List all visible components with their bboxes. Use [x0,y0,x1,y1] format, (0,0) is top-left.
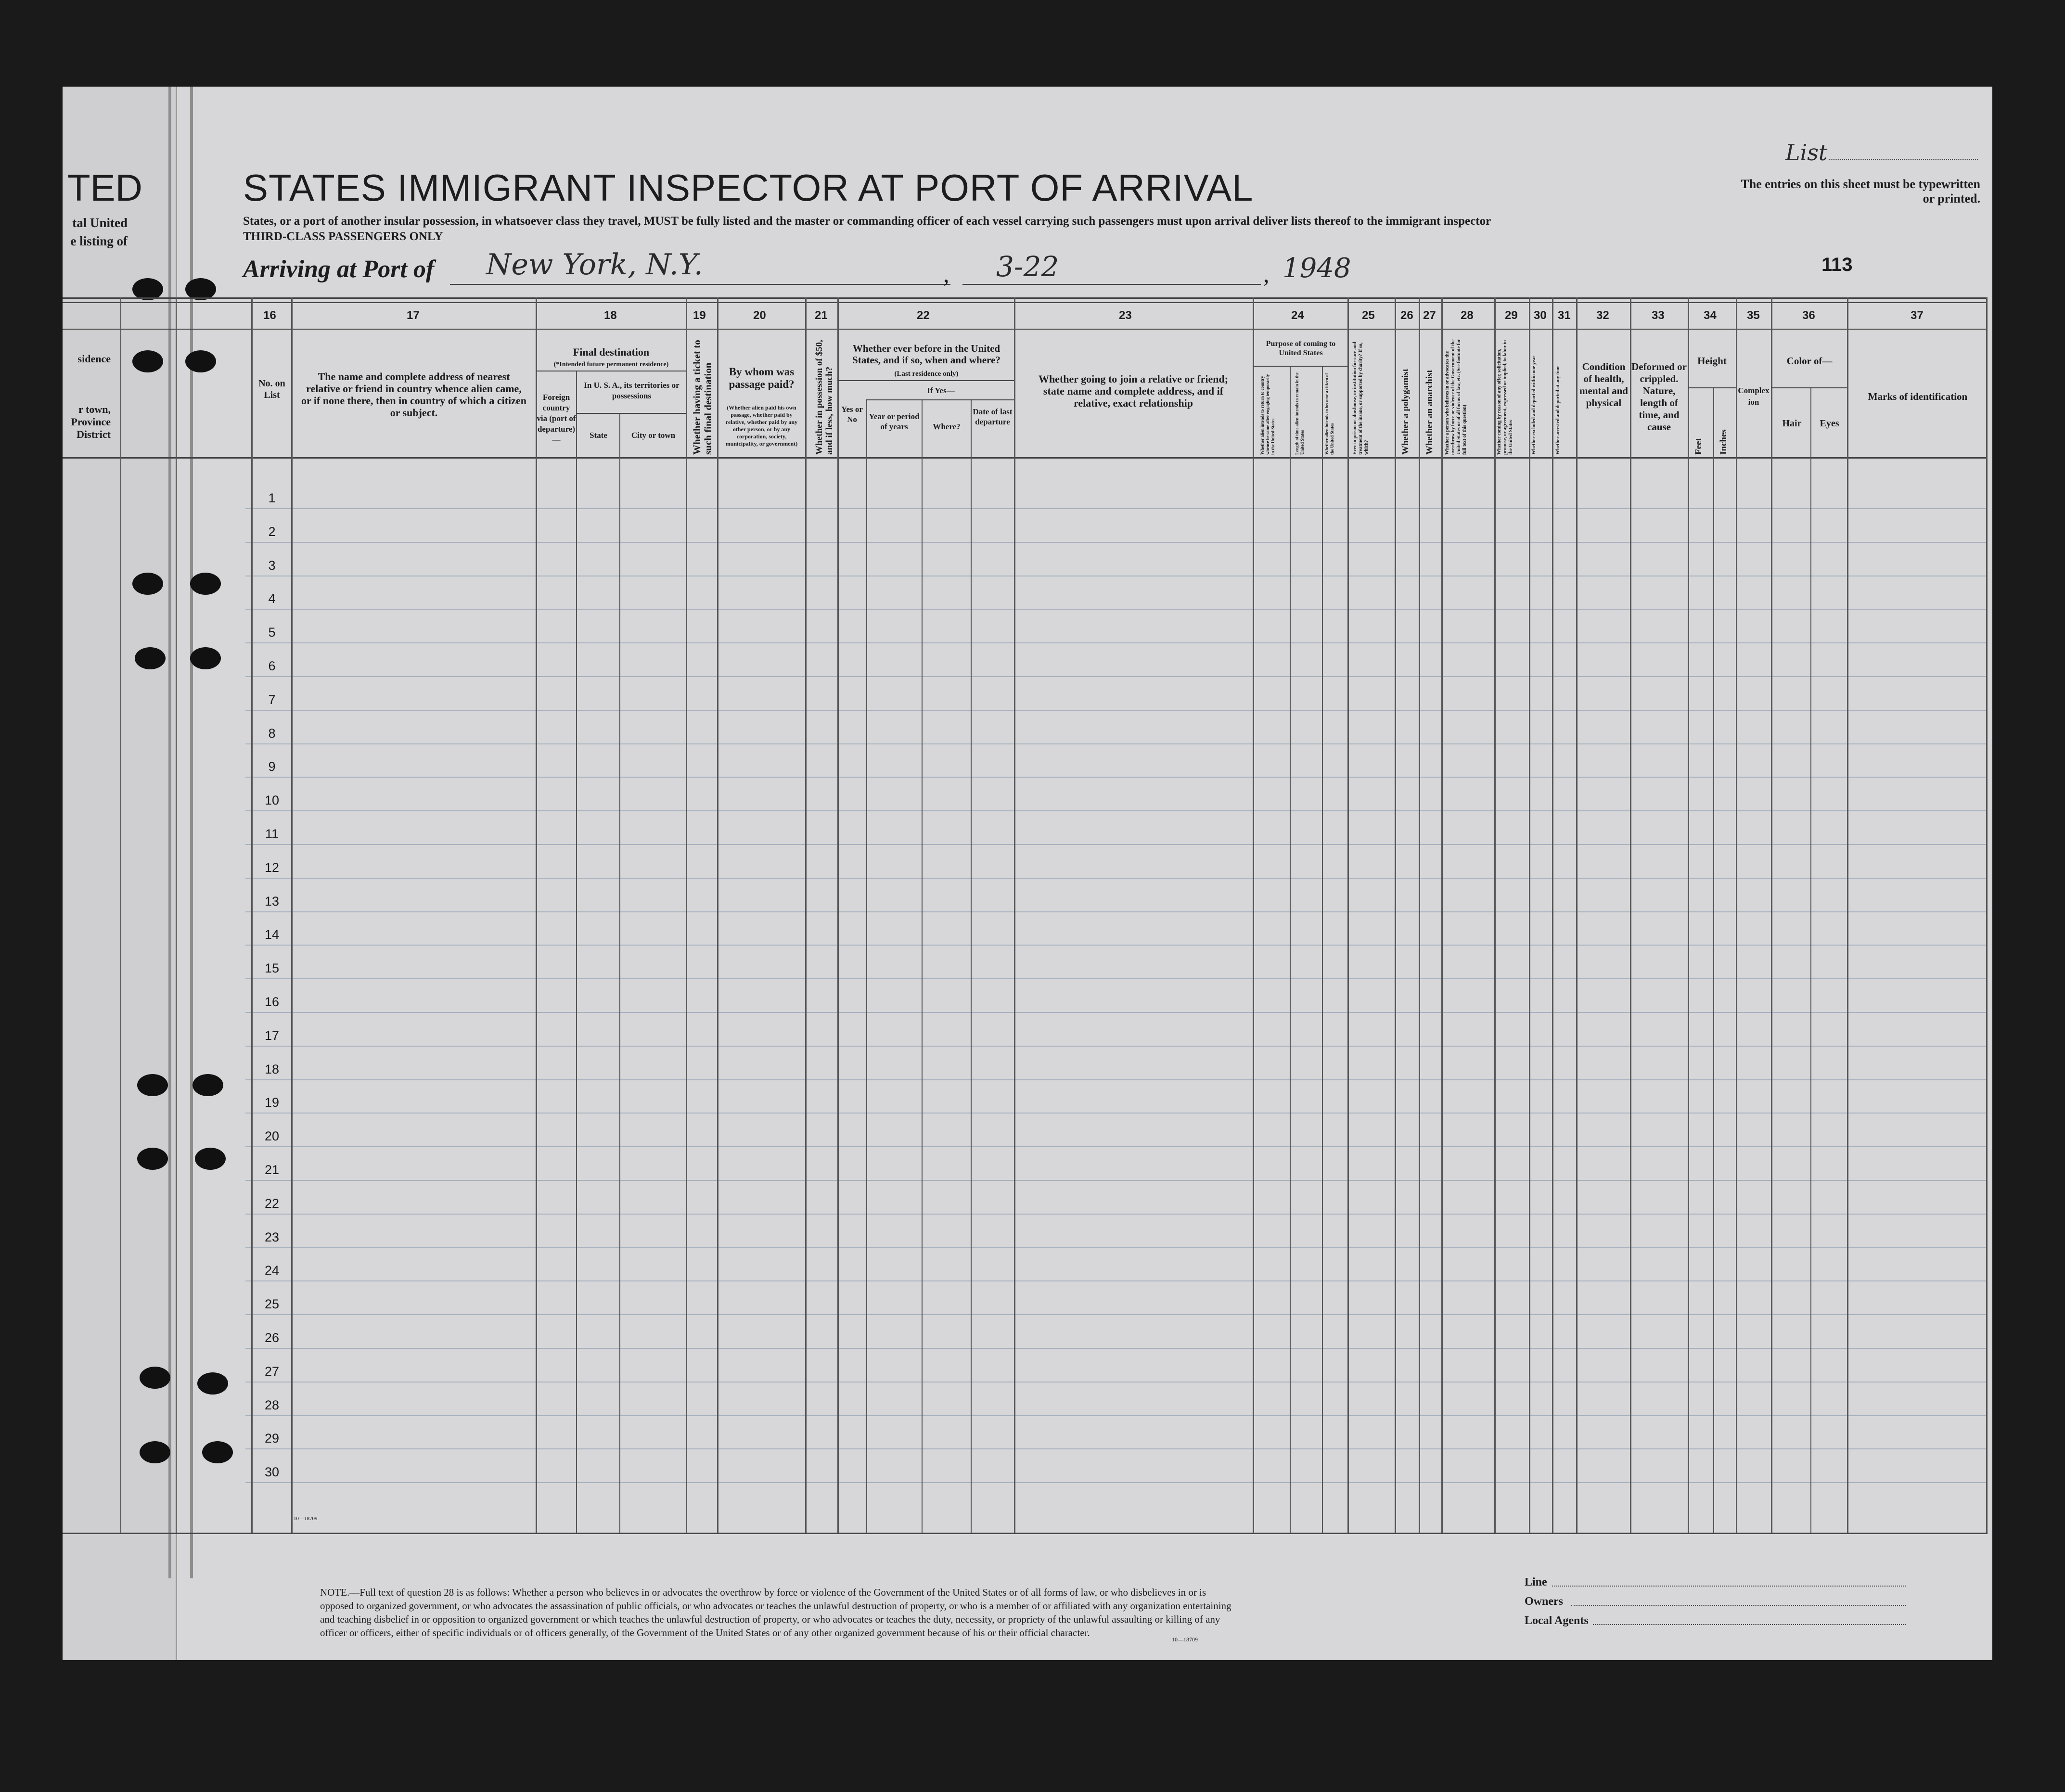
row-number: 21 [264,1163,280,1177]
col-number: 18 [604,309,617,322]
row-rule [245,1046,1988,1047]
binding-hole [197,1372,228,1395]
row-rule [245,1180,1988,1181]
footer-code: 10—18709 [1172,1636,1198,1643]
row-rule [245,810,1988,811]
col-line [251,297,253,1533]
binding-hole [137,1148,168,1170]
table-top-rule [63,302,1988,303]
header-rule [63,329,1988,330]
row-rule [245,844,1988,845]
row-rule [245,945,1988,946]
header-passage-paid-sub: (Whether alien paid his own passage, whether paid by relative, whether paid by any other person, or by any corporation, society, municipality, or government) [725,404,798,447]
col-line [686,297,687,1533]
third-class-label: THIRD-CLASS PASSENGERS ONLY [243,230,443,243]
col-line [1688,297,1689,1533]
header-nearest-relative: The name and complete address of nearest relative or friend in country whence alien came, or if none there, then in country of which a citizen or subject. [301,371,526,419]
col-line [1347,297,1349,1533]
header-final-destination-sub: (*Intended future permanent residence) [553,361,669,368]
binding-hole [132,350,163,372]
col-line [120,297,121,1533]
row-number: 1 [268,491,276,505]
page-number: 113 [1821,254,1853,275]
binding-hole [190,573,221,595]
col-number: 28 [1461,309,1474,322]
col-line [1494,297,1496,1533]
header-purpose-citizen: Whether alien intends to become a citizen of the United States [1324,373,1334,455]
col-number: 19 [693,309,706,322]
header-last-residence: (Last residence only) [894,370,959,378]
binding-hole [195,1148,226,1170]
header-ever-before-us: Whether ever before in the United States, and if so, when and where? [852,343,1000,366]
row-rule [245,1012,1988,1013]
page-fold [168,87,171,1578]
port-handwritten: New York, N.Y. [486,248,703,282]
col-number: 30 [1534,309,1547,322]
col-line [1419,297,1420,1533]
row-number: 23 [264,1229,280,1244]
sub-rule [1771,387,1847,388]
form-subtitle: States, or a port of another insular possession, in whatsoever class they travel, MUST be fully listed and the master or commanding officer of each vessel carrying such passengers must upon arrival deliver lists thereof to the immigrant inspector [243,215,1491,228]
row-number: 30 [264,1465,280,1480]
row-number: 6 [268,659,276,673]
col-line [1395,297,1396,1533]
col-line [1847,297,1848,1533]
col-number: 22 [917,309,930,322]
row-rule [245,542,1988,543]
col-line [717,297,718,1533]
row-number: 20 [264,1129,280,1144]
header-final-destination: Final destination [573,346,650,358]
row-number: 2 [268,524,276,539]
port-underline [450,284,950,285]
left-page-fragment [63,87,177,1660]
row-number: 16 [264,995,280,1009]
row-number: 25 [264,1297,280,1312]
col-line [1552,297,1553,1533]
row-number: 9 [268,759,276,774]
sub-rule [837,380,1014,381]
row-rule [245,1348,1988,1349]
col-line [536,297,537,1533]
col-number: 35 [1747,309,1760,322]
header-fifty-dollars: Whether in possession of $50, and if less, how much? [814,340,834,455]
left-fragment-line: tal United [72,216,128,230]
header-city: City or town [631,431,676,440]
row-rule [245,1482,1988,1483]
col-line [1736,297,1737,1533]
col-line [1810,387,1811,1533]
col-line [805,297,807,1533]
form-sheet [63,87,1992,1660]
binding-hole [140,1367,170,1389]
row-number: 3 [268,558,276,573]
header-hair: Hair [1782,418,1802,429]
header-where: Where? [933,422,961,431]
row-number: 17 [264,1028,280,1043]
row-rule [245,1415,1988,1416]
binding-hole [140,1441,170,1463]
form-title: STATES IMMIGRANT INSPECTOR AT PORT OF ARRIVAL [243,166,1254,209]
row-number: 24 [264,1263,280,1278]
line-field[interactable] [1552,1586,1906,1587]
agents-field[interactable] [1593,1624,1906,1625]
row-number: 13 [264,894,280,909]
col-number: 34 [1704,309,1717,322]
col-number: 24 [1291,309,1304,322]
row-number: 29 [264,1431,280,1446]
col-line [971,399,972,1533]
row-rule [245,1214,1988,1215]
header-excluded: Whether excluded and deported within one year [1531,356,1537,455]
col-number: 20 [753,309,766,322]
header-labor-offer: Whether coming by reason of any offer, solicitation, promise, or agreement, expressed or implied, to labor in the United States [1497,340,1513,455]
table-bottom-rule [63,1533,1988,1534]
agents-label: Local Agents [1525,1614,1589,1627]
col-line [576,371,577,1533]
col-number: 26 [1400,309,1413,322]
owners-label: Owners [1525,1595,1563,1608]
header-purpose-length: Length of time alien intends to remain in the United States [1295,372,1305,455]
row-number: 26 [264,1331,280,1345]
line-label: Line [1525,1576,1547,1588]
binding-hole [137,1074,168,1096]
row-number: 10 [264,793,280,808]
header-passage-paid: By whom was passage paid? [729,366,795,390]
col-line [837,297,839,1533]
row-number: 12 [264,860,280,875]
header-eyes: Eyes [1820,418,1839,429]
header-polygamist: Whether a polygamist [1400,368,1411,455]
row-rule [245,642,1988,643]
date-underline [962,284,1261,285]
row-rule [245,878,1988,879]
col-number: 29 [1505,309,1518,322]
row-number: 4 [268,591,276,606]
header-no-on-list: No. on List [258,378,285,400]
header-if-yes: If Yes— [927,386,955,395]
header-feet: Feet [1693,438,1704,455]
sub-rule [1688,387,1736,388]
sub-rule [866,399,1014,400]
header-arrested: Whether arrested and deported at any time [1555,365,1561,455]
header-marks: Marks of identification [1868,391,1968,402]
row-rule [245,1113,1988,1114]
col-line [1713,387,1714,1533]
row-rule [245,1079,1988,1080]
col-number: 23 [1119,309,1132,322]
left-town-label: District [77,428,111,440]
col-line [1771,297,1772,1533]
binding-hole [190,647,221,669]
row-rule [245,508,1988,509]
col-line [1986,297,1988,1533]
row-number: 27 [264,1364,280,1379]
col-number: 33 [1652,309,1665,322]
left-fragment-title: TED [67,166,142,209]
binding-hole [135,647,166,669]
table-top-rule [63,297,1988,299]
row-rule [245,743,1988,744]
left-town-label: r town, [78,403,111,415]
header-yes-no: Yes or No [841,405,863,424]
col-number: 32 [1596,309,1609,322]
col-number: 16 [263,309,276,322]
col-line [1630,297,1631,1533]
col-line [1322,366,1323,1533]
left-town-label: Province [71,416,111,428]
header-deformed: Deformed or crippled. Nature, length of time, and cause [1631,361,1687,433]
comma: , [1263,260,1270,287]
header-join-relative: Whether going to join a relative or friend; state name and complete address, and if relative, exact relationship [1038,373,1229,409]
col-number: 17 [407,309,420,322]
row-rule [245,1280,1988,1281]
row-rule [245,911,1988,912]
header-inches: Inches [1719,429,1729,455]
row-number: 11 [265,827,279,841]
col-number: 36 [1802,309,1815,322]
header-overthrow: Whether a person who believes in or advocates the overthrow by force or violence of the Government of the United States or of all forms of law, etc. (See footnote for full text of this question) [1445,339,1467,455]
header-ticket: Whether having a ticket to such final destination [691,340,714,455]
row-number: 8 [268,726,276,741]
col-line [619,413,620,1533]
header-years: Year or period of years [869,412,920,431]
col-line [922,399,923,1533]
row-rule [245,676,1988,677]
header-height: Height [1697,355,1727,367]
col-line [866,399,867,1533]
binding-hole [202,1441,233,1463]
sub-rule [1253,366,1347,367]
col-line [291,297,293,1533]
col-line [176,297,177,1533]
header-date-departure: Date of last departure [973,407,1013,426]
arriving-label: Arriving at Port of [243,256,435,283]
header-purpose: Purpose of coming to United States [1266,340,1336,357]
header-bottom-rule [63,457,1988,459]
binding-hole [185,350,216,372]
left-residence-label: sidence [77,353,111,365]
row-rule [245,1247,1988,1248]
col-line [1253,297,1254,1533]
header-purpose-return: Whether alien intends to return to country whence he came after engaging temporarily in the United States [1260,374,1275,455]
list-label: List [1785,140,1828,166]
col-line [1014,297,1015,1533]
sub-rule [576,413,686,414]
row-number: 7 [268,692,276,707]
owners-field[interactable] [1571,1605,1906,1606]
year-handwritten: 1948 [1283,253,1351,284]
col-number: 21 [815,309,828,322]
comma: , [943,260,949,287]
col-line [1529,297,1530,1533]
row-number: 18 [264,1062,280,1076]
row-rule [245,777,1988,778]
row-rule [245,1448,1988,1449]
row-number: 15 [264,961,280,976]
col-number: 27 [1423,309,1436,322]
row-number: 19 [264,1095,280,1110]
header-prison: Ever in prison or almshouse, or institution for care and treatment of the insane, or supported by charity? If so, which? [1352,342,1369,455]
header-foreign-country: Foreign country via (port of departure)— [537,393,576,444]
col-line [1576,297,1578,1533]
row-number: 28 [264,1397,280,1412]
col-line [1441,297,1443,1533]
col-number: 37 [1911,309,1924,322]
list-note: The entries on this sheet must be typewritten or printed. [1741,177,1980,205]
col-number: 31 [1558,309,1571,322]
header-complexion: Complexion [1738,386,1770,407]
form-code: 10—18709 [294,1516,318,1522]
header-health: Condition of health, mental and physical [1579,361,1628,409]
left-fragment-line: e listing of [70,234,128,248]
row-rule [245,978,1988,979]
row-rule [245,1314,1988,1315]
row-number: 14 [264,927,280,942]
col-line [1290,366,1291,1533]
row-number: 22 [264,1196,280,1211]
row-number: 5 [268,625,276,640]
date-handwritten: 3-22 [996,250,1059,283]
row-rule [245,609,1988,610]
header-in-usa: In U. S. A., its territories or possessions [584,381,680,400]
list-field [1829,159,1978,160]
header-state: State [590,431,607,440]
col-number: 25 [1362,309,1375,322]
row-rule [245,1146,1988,1147]
header-anarchist: Whether an anarchist [1424,370,1435,455]
row-rule [245,710,1988,711]
binding-hole [192,1074,223,1096]
header-color-of: Color of— [1786,355,1833,367]
footer-note: NOTE.—Full text of question 28 is as follows: Whether a person who believes in or advocates the overthrow by force or violence of the Government of the United States or of all forms of law, or who disbelieves in or is opposed to organized government, or who advocates the assassination of public officials, or who advocates or teaches the unlawful destruction of property, or who is a member of or affiliated with any organization entertaining and teaching disbelief in or opposition to organized government or which teaches the unlawful destruction of property, or who advocates or teaches the duty, necessity, or propriety of the unlawful assaulting or killing of any officer or officers, either of specific individuals or of officers generally, of the Government of the United States or of any other organized government because of his or their official character. [320,1587,1231,1638]
binding-hole [132,573,163,595]
page-fold [190,87,193,1578]
